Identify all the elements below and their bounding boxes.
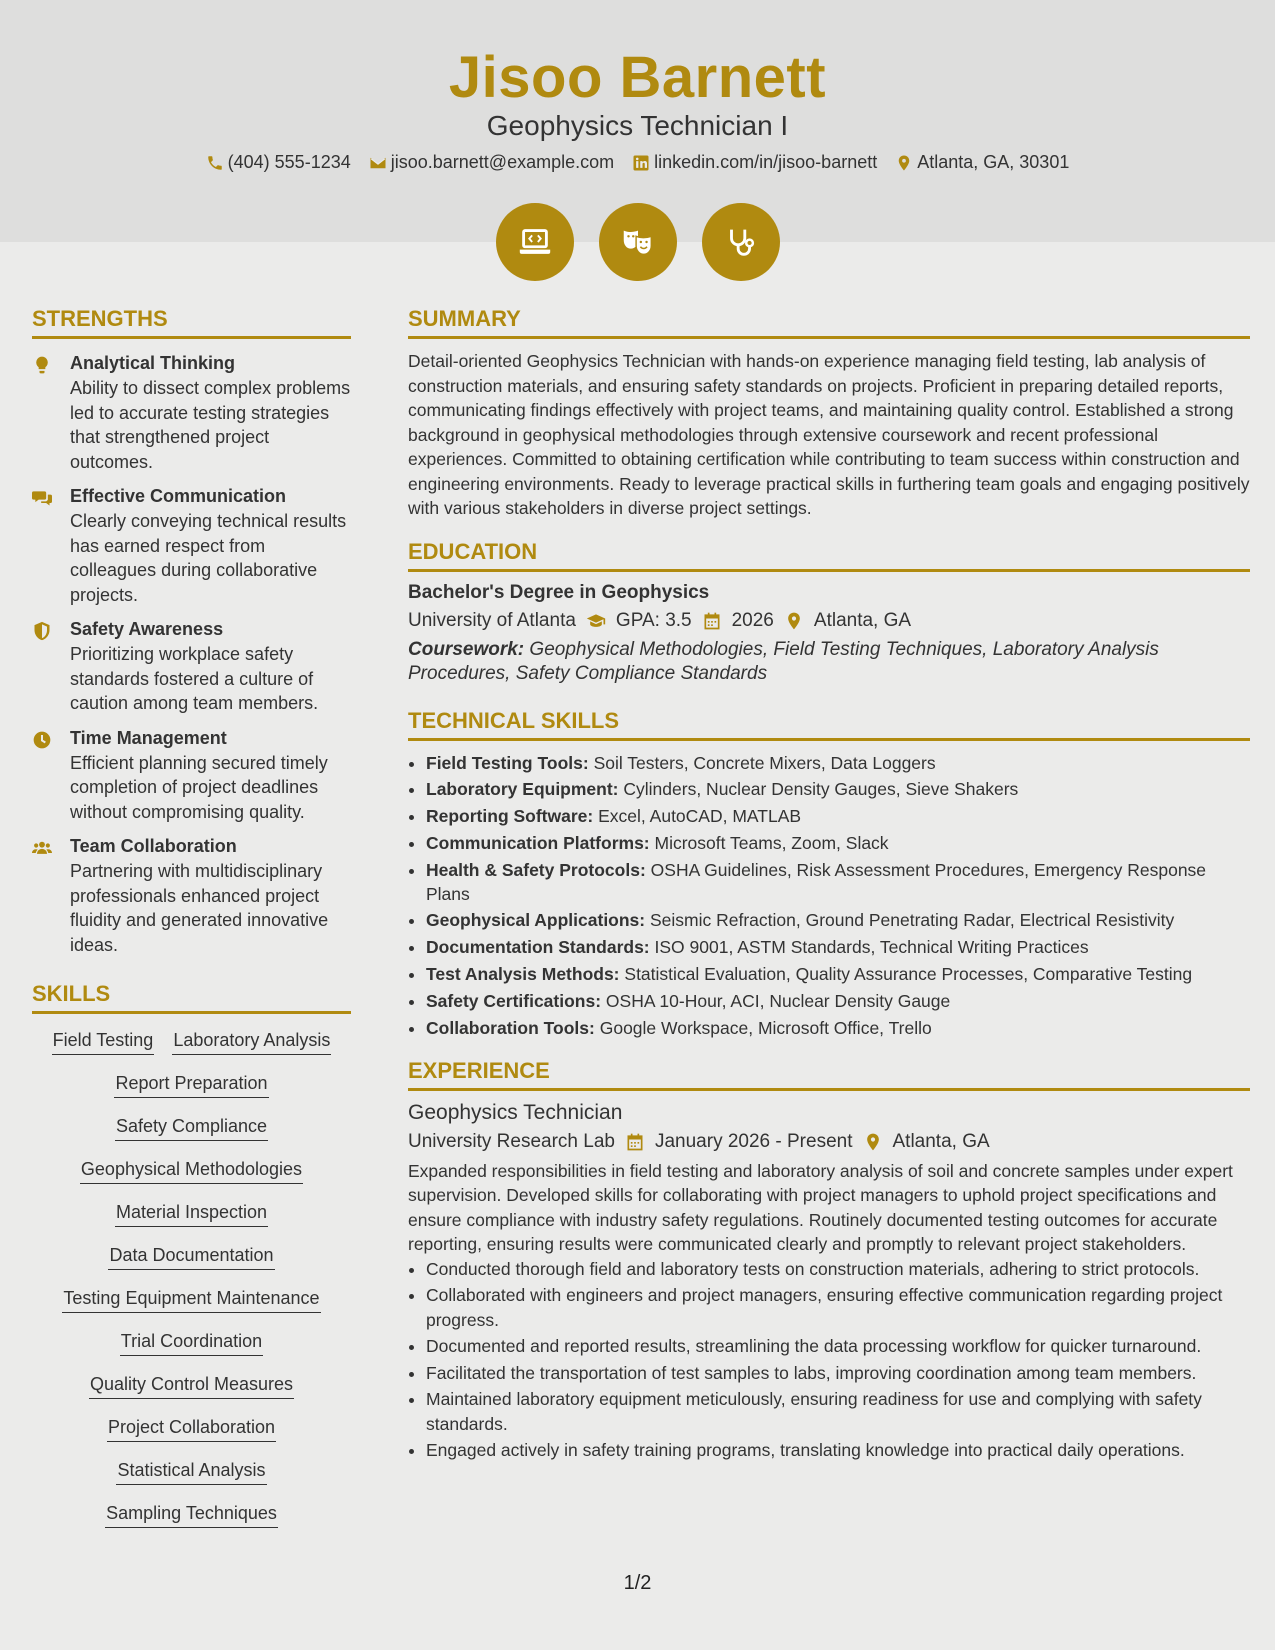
summary-text: Detail-oriented Geophysics Technician with hands-on experience managing field testing, lab analysis of construction materials, and ensuring safety standards on projects. Proficient in preparing detailed reports, communicating findings effectively with project teams, and maintaining quality control. Established a strong background in geophysical methodologies through extensive coursework and recent professional experiences. Committed to obtaining certification while contributing to team success within construction and engineering environments. Ready to leverage practical skills in furthering team goals and engaging positively with various stakeholders in diverse project settings. [408,351,1250,518]
contact-location [895,152,1069,173]
strength-name: Safety Awareness [70,619,224,639]
skill-tag: Material Inspection [115,1202,268,1227]
strength-desc: Efficient planning secured timely completion of project deadlines without compromising quality. [70,752,328,822]
skills-heading: SKILLS [32,981,351,1014]
strength-name: Team Collaboration [70,836,237,856]
strength-name: Time Management [70,727,227,748]
strength-desc: Partnering with multidisciplinary professionals enhanced project fluidity and generated innovative ideas. [70,861,329,955]
page-number: 1/2 [623,1572,652,1594]
job-description: Expanded responsibilities in field testing and laboratory analysis of soil and concrete samples under expert supervision. Developed skills for collaborating with project managers to uphold project specifications and ensure compliance with industry safety regulations. Routinely documented testing outcomes for accurate reporting, ensuring results were communicated clearly and promptly to relevant project stakeholders. [408,1160,1233,1255]
graduation-year: 2026 [731,609,774,631]
shield-icon [32,621,52,641]
theater-masks-icon [619,223,657,261]
email-text: jisoo.barnett@example.com [390,152,615,172]
comments-icon [32,488,52,508]
strength-desc: Prioritizing workplace safety standards fostered a culture of caution among team members. [70,644,319,713]
right-column [408,306,1250,1465]
strength-item [32,353,351,474]
skill-tag: Project Collaboration [107,1417,276,1442]
technical-skills-list [408,751,1250,1040]
school-location: Atlanta, GA [813,609,912,631]
list-item: • Maintained laboratory equipment meticulously, ensuring readiness for use and complying with safety standards. [426,1387,1250,1436]
job-meta [408,1131,1250,1153]
list-item: • Communication Platforms: Microsoft Teams, Zoom, Slack [426,831,1250,855]
list-item: • Field Testing Tools: Soil Testers, Concrete Mixers, Data Loggers [426,751,1250,775]
interest-coding [496,203,574,281]
skill-tag: Trial Coordination [120,1331,263,1356]
experience-heading: EXPERIENCE [408,1058,1250,1091]
skill-tag: Statistical Analysis [116,1460,266,1485]
skill-tag: Quality Control Measures [89,1374,294,1399]
graduation-cap-icon [586,611,606,631]
employer-name: University Research Lab [408,1130,615,1152]
strength-name: Effective Communication [70,486,287,506]
coursework-text: Geophysical Methodologies, Field Testing Techniques, Laboratory Analysis Procedures, Safety Compliance Standards [408,638,1159,684]
strength-name: Analytical Thinking [70,353,236,373]
job-dates: January 2026 - Present [654,1130,853,1152]
strength-item [32,728,351,825]
map-pin-icon [784,611,804,631]
list-item: • Health & Safety Protocols: OSHA Guidelines, Risk Assessment Procedures, Emergency Response Plans [426,858,1250,906]
interest-theater [599,203,677,281]
strength-desc: Clearly conveying technical results has earned respect from colleagues during collaborative projects. [70,511,347,605]
list-item: • Geophysical Applications: Seismic Refraction, Ground Penetrating Radar, Electrical Resistivity [426,908,1250,932]
envelope-icon [369,154,387,172]
list-item: • Test Analysis Methods: Statistical Evaluation, Quality Assurance Processes, Comparative Testing [426,962,1250,986]
skill-tag: Safety Compliance [115,1116,268,1141]
users-icon [32,838,52,858]
education-meta [408,610,1250,632]
map-pin-icon [895,154,913,172]
contact-bar [0,152,1275,173]
job-location: Atlanta, GA [892,1130,990,1152]
coursework [408,638,1250,686]
skill-tag: Testing Equipment Maintenance [62,1288,320,1313]
list-item: • Engaged actively in safety training programs, translating knowledge into practical daily operations. [426,1438,1250,1463]
gpa-text: GPA: 3.5 [615,609,692,631]
list-item: • Collaborated with engineers and project managers, ensuring effective communication regarding project progress. [426,1283,1250,1332]
interest-icons [0,203,1275,281]
list-item: • Collaboration Tools: Google Workspace, Microsoft Office, Trello [426,1016,1250,1040]
education-heading: EDUCATION [408,539,1250,572]
stethoscope-icon [722,223,760,261]
interest-medicine [702,203,780,281]
map-pin-icon [863,1132,883,1152]
technical-skills-heading: TECHNICAL SKILLS [408,708,1250,741]
list-item: • Facilitated the transportation of test samples to labs, improving coordination among team members. [426,1361,1250,1386]
contact-phone[interactable] [206,152,351,173]
linkedin-text: linkedin.com/in/jisoo-barnett [654,152,878,172]
skill-tag: Report Preparation [114,1073,268,1098]
phone-icon [206,154,224,172]
skill-tag: Geophysical Methodologies [80,1159,303,1184]
skills-list [32,1030,351,1528]
job-title: Geophysics Technician [408,1100,623,1124]
degree-title: Bachelor's Degree in Geophysics [408,581,710,603]
location-text: Atlanta, GA, 30301 [917,152,1070,172]
coursework-label: Coursework: [408,638,525,660]
lightbulb-icon [32,355,52,375]
strength-desc: Ability to dissect complex problems led to accurate testing strategies that strengthened project outcomes. [70,378,351,472]
list-item: • Safety Certifications: OSHA 10-Hour, ACI, Nuclear Density Gauge [426,989,1250,1013]
strength-item [32,619,351,716]
contact-linkedin[interactable] [632,152,877,173]
strength-item [32,836,351,957]
candidate-title: Geophysics Technician I [486,110,789,141]
strength-item [32,486,351,607]
clock-icon [32,730,52,750]
strengths-list [32,353,351,957]
list-item: • Documentation Standards: ISO 9001, ASTM Standards, Technical Writing Practices [426,935,1250,959]
list-item: • Reporting Software: Excel, AutoCAD, MATLAB [426,804,1250,828]
skill-tag: Laboratory Analysis [172,1030,331,1055]
calendar-icon [702,611,722,631]
contact-email[interactable] [369,152,614,173]
list-item: • Conducted thorough field and laboratory tests on construction materials, adhering to strict protocols. [426,1257,1250,1282]
school-name: University of Atlanta [408,609,576,631]
left-column [32,306,351,1528]
summary-heading: SUMMARY [408,306,1250,339]
phone-text: (404) 555-1234 [227,152,351,172]
list-item: • Laboratory Equipment: Cylinders, Nuclear Density Gauges, Sieve Shakers [426,777,1250,801]
candidate-name: Jisoo Barnett [448,45,827,110]
job-bullets [408,1257,1250,1463]
strengths-heading: STRENGTHS [32,306,351,339]
list-item: • Documented and reported results, streamlining the data processing workflow for quicker turnaround. [426,1334,1250,1359]
skill-tag: Sampling Techniques [105,1503,278,1528]
linkedin-icon [632,154,650,172]
calendar-icon [625,1132,645,1152]
laptop-code-icon [516,223,554,261]
skill-tag: Data Documentation [108,1245,274,1270]
skill-tag: Field Testing [52,1030,155,1055]
